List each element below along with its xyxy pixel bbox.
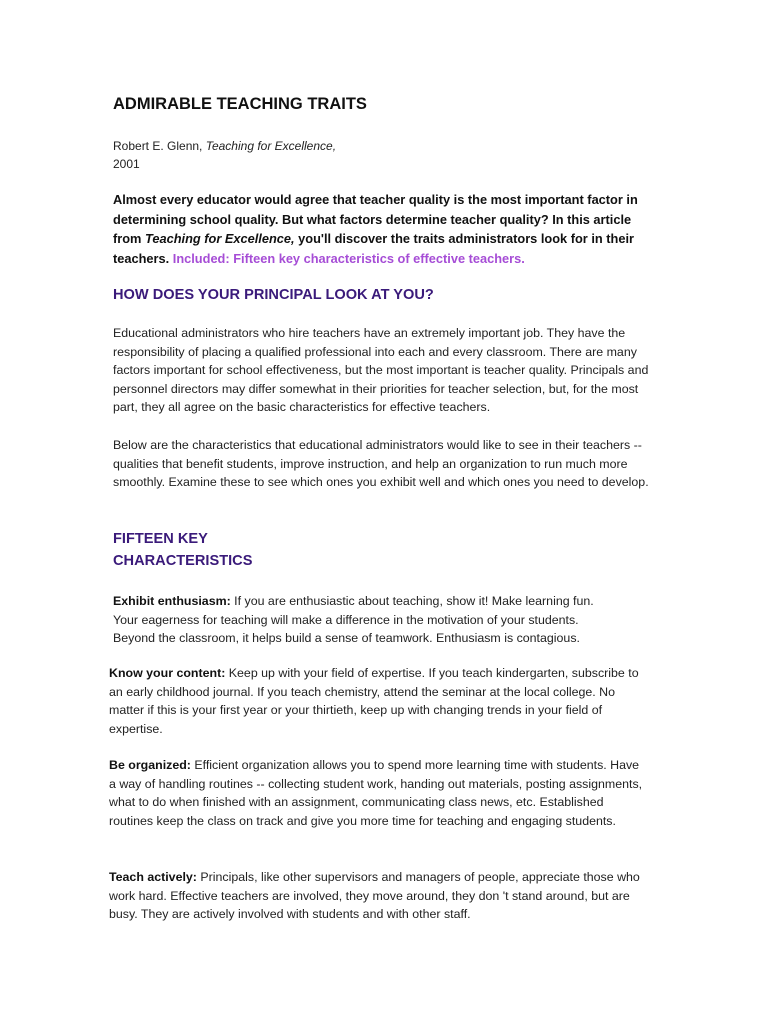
trait-text: Keep up with your field of expertise. If you teach kindergarten, subscribe to an early childhood journal. If you teach chemistry, attend the seminar at the local college. No matter if this is your first year or your thirtieth, keep up with changing trends in your field of expertise. [109,666,639,736]
citation-source: Teaching for Excellence, [205,139,337,153]
trait-teach-actively [109,868,654,924]
trait-text: If you are enthusiastic about teaching, show it! Make learning fun. Your eagerness for teaching will make a difference in the motivation of your students. Beyond the classroom, it helps build a sense of teamwork. Enthusiasm is contagious. [113,594,594,645]
document-title: ADMIRABLE TEACHING TRAITS [113,95,367,113]
citation [113,137,336,173]
section-heading-principal: HOW DOES YOUR PRINCIPAL LOOK AT YOU? [113,287,434,303]
lead-text-part1: Almost every educator would agree that teacher quality is the most important factor in determining school quality. But what factors determine teacher quality? In this article from [113,192,638,247]
paragraph-administrators: Educational administrators who hire teachers have an extremely important job. They have the responsibility of placing a qualified professional into each and every classroom. There are many factors important for school effectiveness, but the most important is teacher quality. Principals and personnel directors may differ somewhat in their priorities for teacher selection, but, for the most part, they all agree on the basic characteristics for effective teachers. [113,326,649,414]
trait-know-your-content [109,664,649,738]
trait-term: Know your content: [109,666,226,680]
section-heading-characteristics: FIFTEEN KEY CHARACTERISTICS [113,531,253,569]
citation-year: 2001 [113,157,140,171]
trait-be-organized [109,756,649,830]
trait-text: Principals, like other supervisors and managers of people, appreciate those who work hard. Effective teachers are involved, they move around, they don 't stand around, but are busy. They are actively involved with students and with other staff. [109,870,640,921]
lead-paragraph [113,190,658,268]
trait-term: Exhibit enthusiasm: [113,594,231,608]
lead-source-italic: Teaching for Excellence, [145,231,295,247]
lead-included-note: Included: Fifteen key characteristics of effective teachers. [172,250,525,266]
trait-term: Be organized: [109,758,191,772]
trait-term: Teach actively: [109,870,197,884]
trait-text: Efficient organization allows you to spend more learning time with students. Have a way of handling routines -- collecting student work, handing out materials, posting assignments, what to do when finished with an assignment, communicating class news, etc. Established routines keep the class on track and give you more time for teaching and engaging students. [109,758,643,828]
lead-text-part2: you'll discover the traits administrators look for in their teachers. [113,231,634,266]
citation-author: Robert E. Glenn, [113,139,203,153]
trait-exhibit-enthusiasm [113,592,608,648]
paragraph-characteristics-intro: Below are the characteristics that educational administrators would like to see in their teachers -- qualities that benefit students, improve instruction, and help an organization to run much more smoothly. Examine these to see which ones you exhibit well and which ones you need to develop. [113,438,649,489]
